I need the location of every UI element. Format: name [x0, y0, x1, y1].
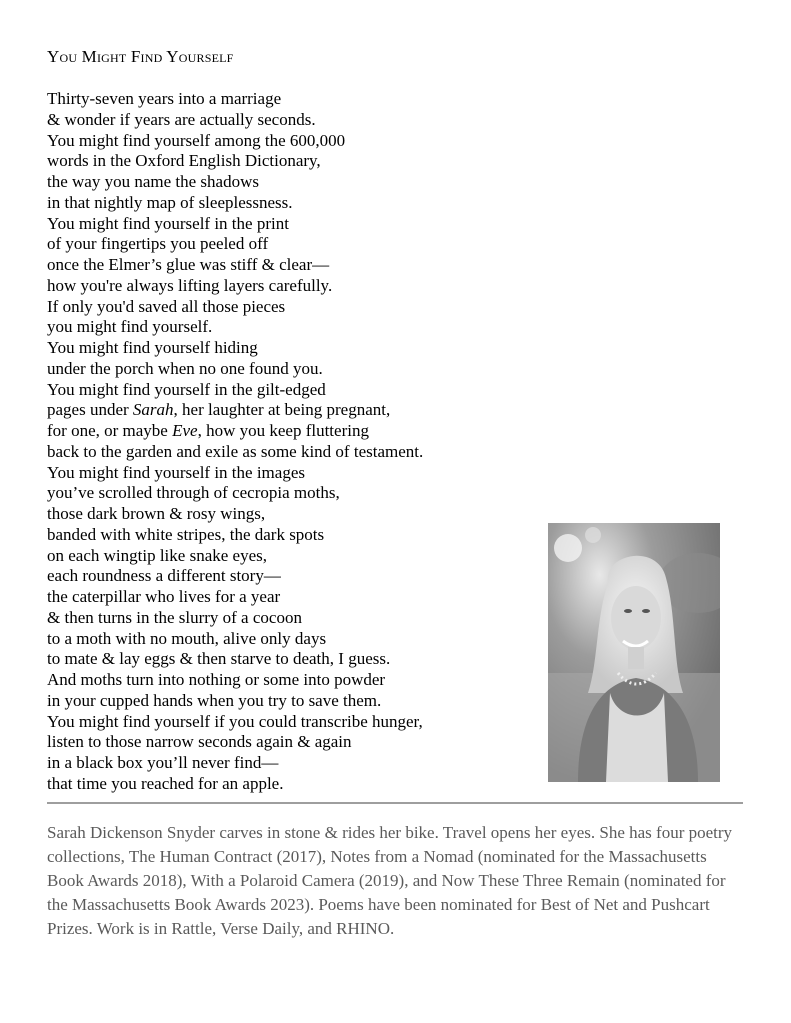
- poem-line-text: You might find yourself in the images: [47, 462, 305, 482]
- poem-line: [47, 276, 423, 297]
- poem-line-text: of your fingertips you peeled off: [47, 234, 269, 254]
- poem-line: [47, 297, 423, 318]
- poem-line: [47, 525, 423, 546]
- poem-line: [47, 193, 423, 214]
- poem-line: [47, 566, 423, 587]
- poem-line: [47, 463, 423, 484]
- poem-line-text: banded with white stripes, the dark spots: [47, 524, 325, 544]
- poem-line-text: the way you name the shadows: [47, 172, 259, 191]
- poem-line-text: words in the Oxford English Dictionary,: [47, 151, 321, 171]
- poem-line: [47, 774, 423, 795]
- poem-line-text: for one, or maybe: [47, 421, 173, 440]
- poem-line-text: to mate & lay eggs & then starve to death, I guess.: [47, 649, 391, 669]
- poem-line: [47, 89, 423, 110]
- poem-line: [47, 504, 423, 525]
- poem-line: [47, 214, 423, 235]
- poem-line-text: listen to those narrow seconds again & again: [47, 732, 352, 752]
- poem-line-text: on each wingtip like snake eyes,: [47, 545, 267, 565]
- poem-body: [47, 89, 423, 795]
- poem-line-text: each roundness a different story—: [47, 566, 281, 586]
- poem-line-text: If only you'd saved all those pieces: [47, 296, 286, 316]
- author-bio: Sarah Dickenson Snyder carves in stone & rides her bike. Travel opens her eyes. She has four poetry collections, The Human Contract (2017), Notes from a Nomad (nominated for the Massachusetts Book Awards 2018), With a Polaroid Camera (2019), and Now These Three Remain (nominated for the Massachusetts Book Awards 2023). Poems have been nominated for Best of Net and Pushcart Prizes. Work is in Rattle, Verse Daily, and RHINO.: [47, 823, 733, 938]
- poem-line: [47, 608, 423, 629]
- poem-line-text: , how you keep fluttering: [197, 421, 369, 440]
- poem-line-italic-text: Sarah: [132, 400, 174, 420]
- poem-line-text: once the Elmer’s glue was stiff & clear—: [47, 255, 330, 274]
- poem-line-text: how you're always lifting layers carefully.: [47, 275, 333, 295]
- poem-line: [47, 483, 423, 504]
- poem-line-text: in your cupped hands when you try to save them.: [47, 690, 382, 710]
- poem-line-text: And moths turn into nothing or some into powder: [47, 670, 386, 689]
- poem-line-text: under the porch when no one found you.: [47, 358, 323, 378]
- poem-line-text: , her laughter at being pregnant,: [173, 400, 391, 420]
- poem-line: [47, 442, 423, 463]
- poem-line-text: back to the garden and exile as some kind of testament.: [47, 441, 424, 461]
- poem-line: [47, 629, 423, 650]
- poem-line: [47, 649, 423, 670]
- poem-line: [47, 255, 423, 276]
- poem-line: [47, 317, 423, 338]
- poem-line-text: in a black box you’ll never find—: [47, 753, 279, 772]
- poem-line-italic-text: Eve: [172, 421, 198, 440]
- poem-line-text: You might find yourself hiding: [47, 338, 258, 357]
- poem-line-text: that time you reached for an apple.: [47, 773, 284, 793]
- poem-line: [47, 421, 423, 442]
- poem-line-text: You might find yourself in the gilt-edged: [47, 379, 326, 399]
- section-divider: [47, 802, 743, 804]
- poem-line: [47, 338, 423, 359]
- poem-line: [47, 380, 423, 401]
- poem-line: [47, 234, 423, 255]
- poem-line: [47, 110, 423, 131]
- poem-line: [47, 131, 423, 152]
- poem-line: [47, 172, 423, 193]
- poem-line-text: you might find yourself.: [47, 317, 213, 337]
- poem-line: [47, 546, 423, 567]
- poem-line: [47, 712, 423, 733]
- poem-line: [47, 691, 423, 712]
- poem-line-text: You might find yourself among the 600,000: [47, 130, 346, 150]
- poem-line-text: you’ve scrolled through of cecropia moths,: [47, 483, 340, 503]
- poem-line-text: pages under: [47, 400, 133, 420]
- poem-line-text: Thirty-seven years into a marriage: [47, 89, 282, 108]
- poem-line: [47, 151, 423, 172]
- poem-line-text: & then turns in the slurry of a cocoon: [47, 607, 302, 627]
- poem-line: [47, 400, 423, 421]
- poem-line-text: the caterpillar who lives for a year: [47, 587, 281, 606]
- poem-line: [47, 670, 423, 691]
- poem-line: [47, 359, 423, 380]
- poem-line: [47, 587, 423, 608]
- poem-line-text: You might find yourself in the print: [47, 213, 289, 233]
- poem-title: You Might Find Yourself: [47, 47, 234, 66]
- author-photo: [548, 523, 720, 782]
- poem-line-text: those dark brown & rosy wings,: [47, 504, 266, 523]
- poem-line-text: in that nightly map of sleeplessness.: [47, 192, 293, 212]
- poem-line-text: & wonder if years are actually seconds.: [47, 109, 316, 129]
- poem-line-text: to a moth with no mouth, alive only days: [47, 628, 327, 648]
- poem-line-text: You might find yourself if you could transcribe hunger,: [47, 711, 423, 731]
- poem-line: [47, 732, 423, 753]
- poem-line: [47, 753, 423, 774]
